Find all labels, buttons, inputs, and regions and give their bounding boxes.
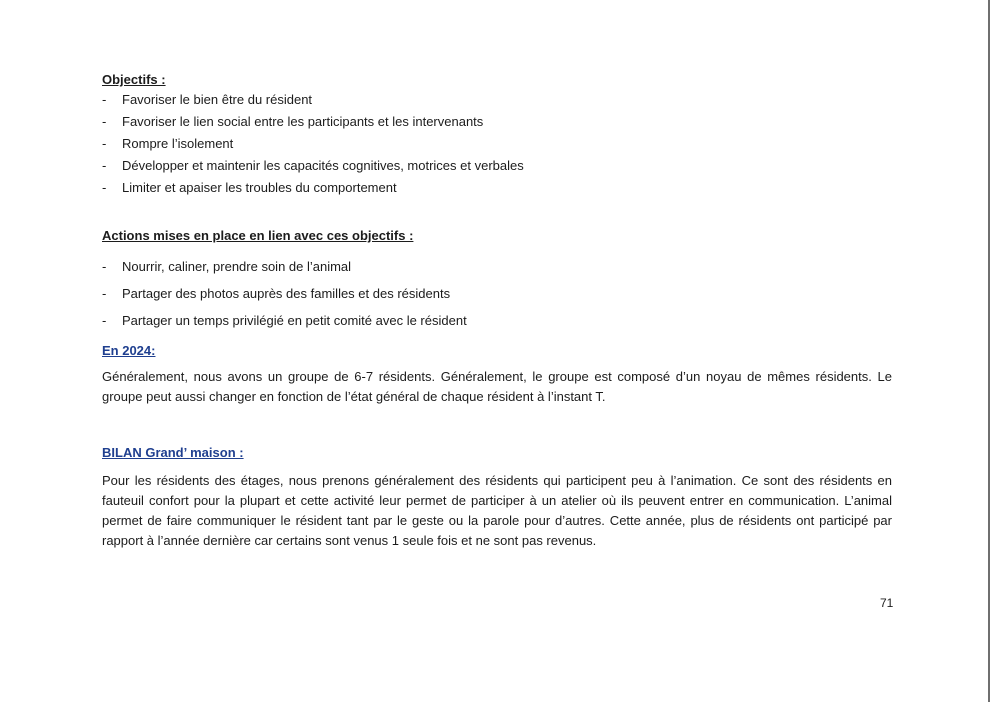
actions-section <box>102 228 892 329</box>
list-item: - Développer et maintenir les capacités cognitives, motrices et verbales <box>102 158 892 174</box>
page-edge <box>988 0 990 702</box>
list-item: - Rompre l’isolement <box>102 136 892 152</box>
objectifs-section <box>102 72 892 196</box>
bilan-section <box>102 445 892 551</box>
objectifs-list <box>102 92 892 196</box>
en2024-paragraph: Généralement, nous avons un groupe de 6-7 résidents. Généralement, le groupe est composé d’un noyau de mêmes résidents. Le groupe peut aussi changer en fonction de l’état général de chaque résident à l’instant T. <box>102 369 892 404</box>
list-item: - Limiter et apaiser les troubles du comportement <box>102 180 892 196</box>
list-item: - Nourrir, caliner, prendre soin de l’animal <box>102 259 892 275</box>
list-item: - Favoriser le lien social entre les participants et les intervenants <box>102 114 892 130</box>
bilan-paragraph: Pour les résidents des étages, nous prenons généralement des résidents qui participent peu à l’animation. Ce sont des résidents en fauteuil confort pour la plupart et cette activité leur permet de participer à un atelier où ils peuvent entrer en communication. L’animal permet de faire communiquer le résident tant par le geste ou la parole pour d’autres. Cette année, plus de résidents ont participé par rapport à l’année dernière car certains sont venus 1 seule fois et ne sont pas revenus. <box>102 473 892 548</box>
actions-list <box>102 259 892 329</box>
list-item: - Partager un temps privilégié en petit comité avec le résident <box>102 313 892 329</box>
list-item: - Partager des photos auprès des familles et des résidents <box>102 286 892 302</box>
page-number: 71 <box>880 596 894 610</box>
en2024-heading: En 2024: <box>102 343 156 358</box>
objectifs-heading: Objectifs : <box>102 72 166 87</box>
actions-heading: Actions mises en place en lien avec ces objectifs : <box>102 228 414 243</box>
en2024-section <box>102 343 892 407</box>
document-content <box>102 72 892 551</box>
list-item: - Favoriser le bien être du résident <box>102 92 892 108</box>
bilan-heading: BILAN Grand’ maison : <box>102 445 244 460</box>
